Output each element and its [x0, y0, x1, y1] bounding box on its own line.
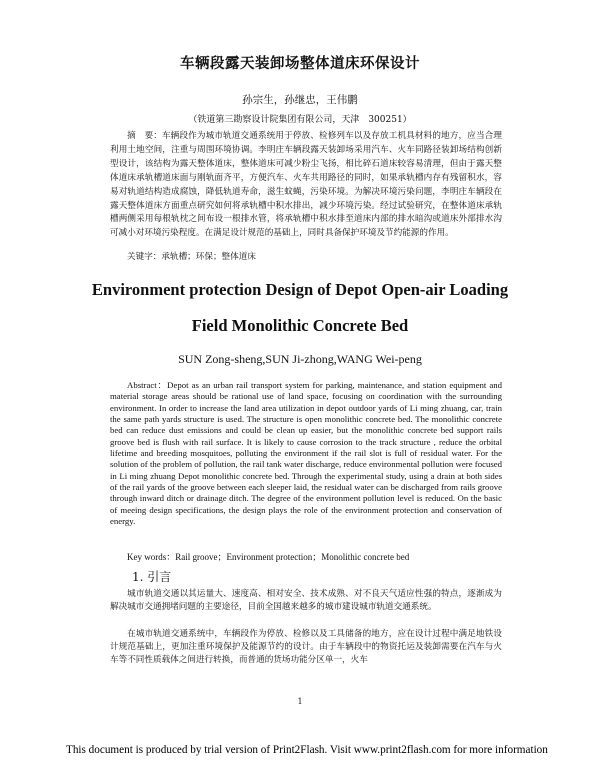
- chinese-affiliation: （铁道第三勘察设计院集团有限公司，天津 300251）: [188, 115, 412, 125]
- chinese-abstract-label: 摘 要：: [127, 131, 163, 141]
- chinese-abstract: [110, 130, 502, 241]
- english-title-line1: Environment protection Design of Depot Open-air Loading: [91, 280, 509, 299]
- page-number: 1: [297, 697, 303, 706]
- english-keywords: [110, 550, 502, 563]
- chinese-title: 车辆段露天装卸场整体道床环保设计: [180, 55, 420, 72]
- english-abstract: [110, 380, 502, 527]
- english-keywords-label: Key words：: [127, 552, 176, 562]
- body-paragraph: [110, 628, 502, 667]
- chinese-authors: 孙宗生，孙继忠，王伟鹏: [242, 94, 358, 106]
- trial-version-footer: This document is produced by trial version of Print2Flash. Visit www.print2flash.com for more information: [66, 744, 548, 756]
- chinese-keywords-label: 关键字：: [127, 252, 162, 262]
- chinese-keywords-text: 承轨槽；环保；整体道床: [161, 252, 256, 262]
- body-paragraph-text: 在城市轨道交通系统中，车辆段作为停放、检修以及工具储备的地方，应在设计过程中满足地铁设计规范基础上，更加注重环境保护及能源节约的设计。由于车辆段中的物资托运及装卸需要在汽车与火车等不同性质载体之间进行转换，而普通的货场功能分区单一，火车: [110, 629, 502, 665]
- body-paragraph-text: 城市轨道交通以其运量大、速度高、相对安全、技术成熟、对不良天气适应性强的特点，逐渐成为解决城市交通拥堵问题的主要途径，目前全国越来越多的城市建设城市轨道交通系统。: [110, 589, 502, 612]
- body-paragraph: [110, 588, 502, 614]
- chinese-abstract-text: 车辆段作为城市轨道交通系统用于停放、检修列车以及存放工机具材料的地方，应当合理利用土地空间，注重与周围环境协调。李明庄车辆段露天装卸场采用汽车、火车同路径装卸场结构创新型设计，该结构为露天整体道床，整体道床可减少粉尘飞扬，相比碎石道床较容易清理，但由于露天整体道床承轨槽道床面与刚轨面齐平，方便汽车、火车共用路径的同时，如果承轨槽内存有残留积水，容易对轨道结构造成腐蚀，降低轨道寿命，滋生蚊蝇，污染环境。为解决环境污染问题，李明庄车辆段在露天整体道床方面重点研究如何将承轨槽中积水排出，减少环境污染。经过试验研究，在整体道床承轨槽两侧采用每根轨枕之间布设一根排水管，将承轨槽中积水排至道床内部的排水暗沟或道床外部排水沟可减小对环境污染程度。在满足设计规范的基础上，同时具备保护环境及节约能源的作用。: [110, 131, 502, 239]
- english-abstract-text: Depot as an urban rail transport system for parking, maintenance, and station equipment and material storage areas should be rational use of land space, focusing on coordination with the surrounding environment. In order to increase the land area utilization in depot outdoor yards of Li ming zhuang, car, train the same path yards structure is used. The structure is open monolithic concrete bed. The monolithic concrete bed can reduce dust emissions and could be clean up easier, but the monolithic concrete bed support rails groove bed is flush with rail surface. It is likely to cause corrosion to the track structure , reduce the orbital lifetime and breeding mosquitoes, polluting the environment if the rail slot is full of residual water. For the solution of the problem of pollution, the rail tank water discharge, reduce environmental pollution were focused in Li ming zhuang Depot monolithic concrete bed. Through the experimental study, using a drain at both sides of the rail yards of the groove between each sleeper laid, the residual water can be discharged from rails groove through inward ditch or drainage ditch. The degree of the environment pollution level is reduced. On the basic of meeing design specifications, the design plays the role of the environment protection and conservation of energy.: [110, 380, 502, 527]
- english-title-line2: Field Monolithic Concrete Bed: [191, 316, 409, 335]
- chinese-keywords: [110, 250, 502, 262]
- section-heading-introduction: 1. 引言: [132, 570, 172, 584]
- english-keywords-text: Rail groove；Environment protection；Monolithic concrete bed: [175, 552, 410, 562]
- english-authors: SUN Zong-sheng,SUN Ji-zhong,WANG Wei-peng: [178, 352, 422, 366]
- english-abstract-label: Abstract：: [127, 380, 168, 390]
